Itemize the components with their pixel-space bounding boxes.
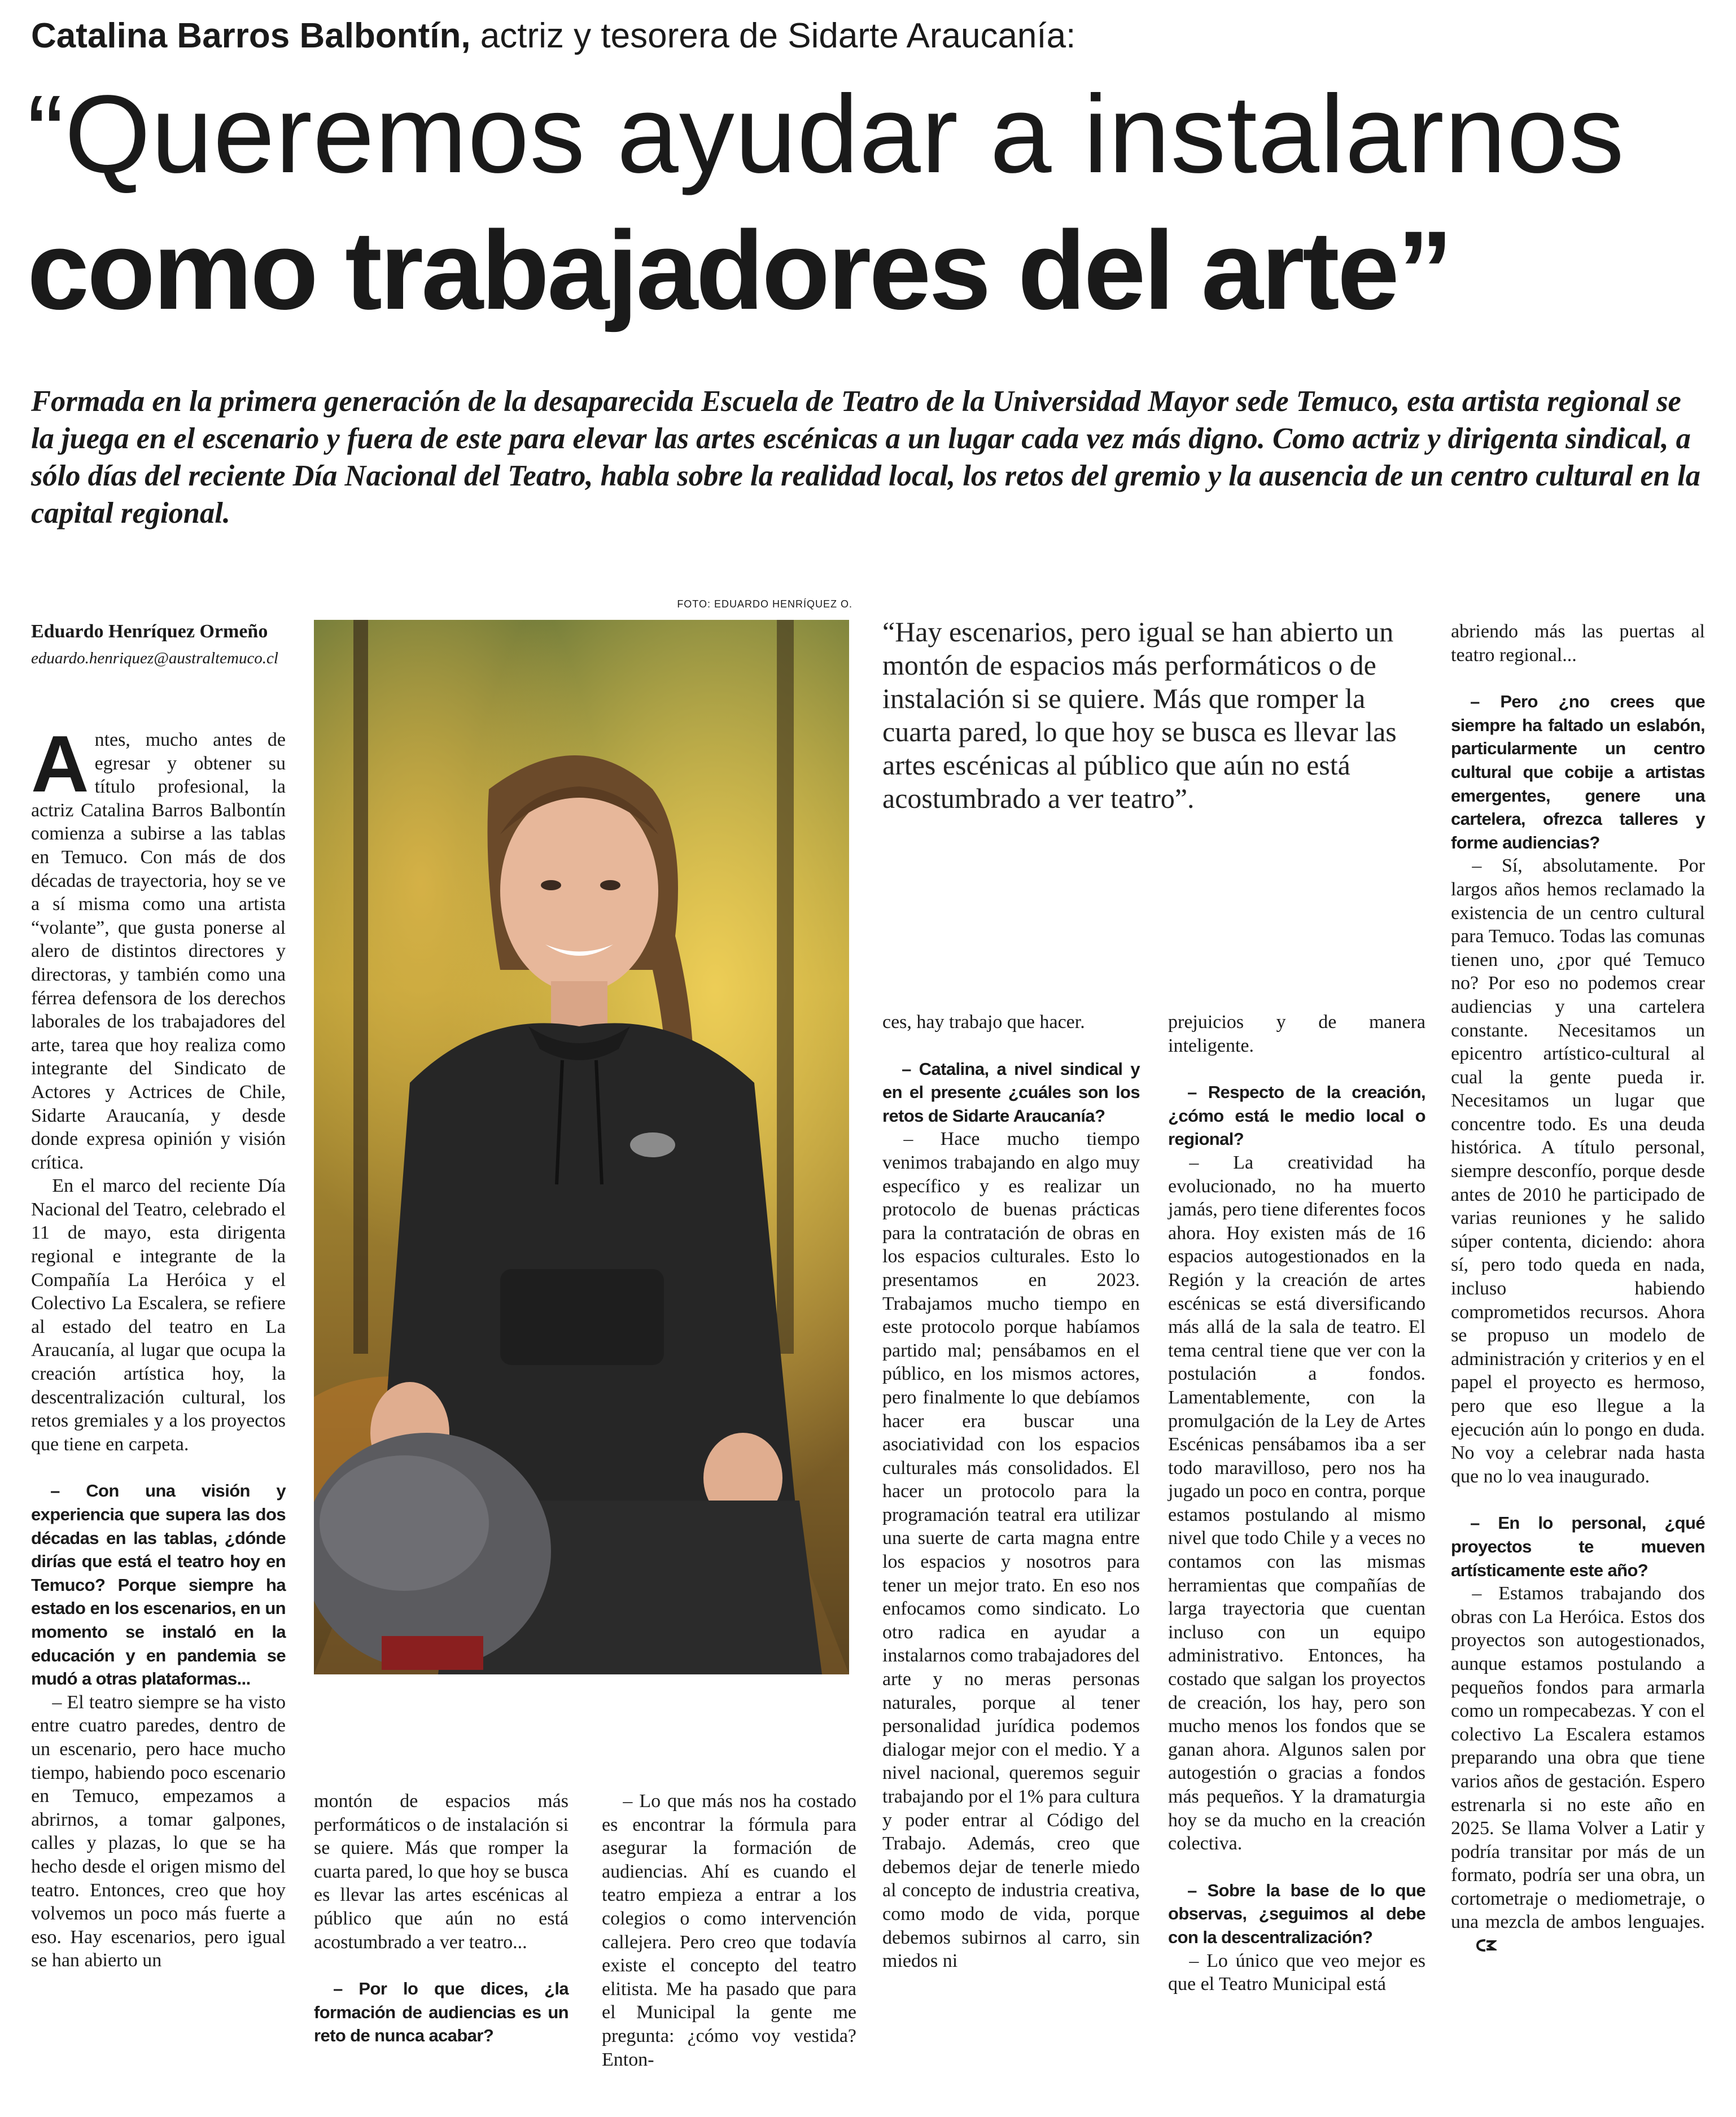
interview-answer: prejuicios y de manera inteligente. xyxy=(1168,1012,1425,1056)
paragraph: En el marco del reciente Día Nacional del Teatro, celebrado el 11 de mayo, esta dirigenta regional e integrante de la Compañía La Heróica y el Colectivo La Escalera, se refiere al estado del teatro en La Araucanía, al lugar que ocupa la creación artística hoy, la descentralización cultural, los retos gremiales y a los proyectos que tiene en carpeta. xyxy=(31,1175,286,1455)
byline-email: eduardo.henriquez@australtemuco.cl xyxy=(31,649,278,667)
portrait-illustration xyxy=(314,620,849,1674)
kicker xyxy=(31,16,1702,56)
interview-answer: ces, hay trabajo que hacer. xyxy=(882,1012,1085,1033)
body-column-3-continued xyxy=(882,1011,1140,1973)
interview-answer: – La creatividad ha evolucionado, no ha muerto jamás, pero tiene diferentes focos ahora. Hoy existen más de 16 espacios autogestionados en la Región y la creación de artes escénicas se está diversificando más allá de la sala de teatro. El tema central tiene que ver con la postulación a fondos. Lamentablemente, con la promulgación de la Ley de Artes Escénicas pensábamos iba a ser todo maravilloso, pero nos ha jugado un poco en contra, porque estamos postulando al mismo nivel que todo Chile y a veces no contamos con las mismas herramientas que compañías de larga trayectoria que cuentan incluso con un equipo administrativo. Entonces, ha costado que salgan los proyectos de creación, los hay, pero son mucho menos los fondos que se ganan ahora. Algunos salen por autogestión o gracias a fondos más pequeños. Y la dramaturgia hoy se da mucho en la creación colectiva. xyxy=(1168,1152,1425,1854)
kicker-role: actriz y tesorera de Sidarte Araucanía: xyxy=(470,16,1076,55)
byline-name: Eduardo Henríquez Ormeño xyxy=(31,621,268,642)
body-column-2 xyxy=(314,1790,569,2048)
headline-line-1: “Queremos ayudar a instalarnos xyxy=(27,72,1625,196)
kicker-name: Catalina Barros Balbontín, xyxy=(31,16,471,55)
interview-question: – En lo personal, ¿qué proyectos te mueven artísticamente este año? xyxy=(1451,1513,1705,1580)
pull-quote: “Hay escenarios, pero igual se han abierto un montón de espacios más performáticos o de instalación si se quiere. Más que romper la cuarta pared, lo que hoy se busca es llevar las artes escénicas al público que aún no está acostumbrado a ver teatro”. xyxy=(882,616,1397,814)
interview-answer: – Lo que más nos ha costado es encontrar la fórmula para asegurar la formación de audiencias. Ahí es cuando el teatro empieza a entrar a los colegios o como intervención callejera. Pero creo que todavía existe el concepto del teatro elitista. Me ha pasado que para el Municipal la gente me pregunta: ¿cómo voy vestida? Enton- xyxy=(602,1791,856,2070)
paragraph-intro: Antes, mucho antes de egresar y obtener su título profesional, la actriz Catalina Barros Balbontín comienza a subirse a las tablas en Temuco. Con más de dos décadas de trayectoria, hoy se ve a sí misma como una artista “volante”, que gusta ponerse al alero de distintos directores y directoras, y también como una férrea defensora de los derechos laborales de los trabajadores del arte, tarea que hoy realiza como integrante del Sindicato de Actores y Actrices de Chile, Sidarte Araucanía, y desde donde expresa opinión y visión crítica. xyxy=(31,719,286,1173)
interview-answer: – Sí, absolutamente. Por largos años hemos reclamado la existencia de un centro cultural para Temuco. Todas las comunas tienen uno, ¿por qué Temuco no? Por eso no podemos crear audiencias y una cartelera constante. Necesitamos un epicentro artístico-cultural al cual la gente pueda ir. Necesitamos un lugar que concentre todo. Es una deuda histórica. A título personal, siempre desconfío, porque desde antes de 2010 he participado de varias reuniones y he salido súper contenta, diciendo: ahora sí, pero todo queda en nada, incluso habiendo comprometidos recursos. Ahora se propuso un modelo de administración y criterios y en el papel el proyecto es hermoso, pero que eso llegue a la ejecución aún lo pongo en duda. No voy a celebrar nada hasta que no lo vea inaugurado. xyxy=(1451,855,1705,1487)
headline-line-2: como trabajadores del arte” xyxy=(27,208,1451,333)
interview-question: – Pero ¿no crees que siempre ha faltado un eslabón, particularmente un centro cultural que cobije a artistas emergentes, genere una cartelera, ofrezca talleres y forme audiencias? xyxy=(1451,692,1705,852)
body-column-3 xyxy=(602,1790,856,2071)
interview-answer: – Lo único que veo mejor es que el Teatro Municipal está xyxy=(1168,1950,1425,1995)
lede: Formada en la primera generación de la desaparecida Escuela de Teatro de la Universidad Mayor sede Temuco, esta artista regional se la juega en el escenario y fuera de este para elevar las artes escénicas a un lugar cada vez más digno. Como actriz y dirigenta sindical, a sólo días del reciente Día Nacional del Teatro, habla sobre la realidad local, los retos del gremio y la ausencia de un centro cultural en la capital regional. xyxy=(31,385,1700,530)
body-column-4 xyxy=(1168,1011,1425,1996)
body-column-1 xyxy=(31,719,286,1972)
interview-answer: – Estamos trabajando dos obras con La Heróica. Estos dos proyectos son autogestionados, aunque estamos postulando a pequeños fondos para armarla como un rompecabezas. Y con el colectivo La Escalera estamos preparando una obra que tiene varios años de gestación. Espero estrenarla si no este año en 2025. Se llama Volver a Latir y podría transitar por más de un formato, podría ser una obra, un cortometraje o mediometraje, o una mezcla de ambos lenguajes. xyxy=(1451,1582,1705,1959)
body-column-5 xyxy=(1451,620,1705,1959)
portrait-photo xyxy=(314,620,849,1674)
interview-question: – Con una visión y experiencia que supera las dos décadas en las tablas, ¿dónde dirías que está el teatro hoy en Temuco? Porque siempre ha estado en los escenarios, en un momento se instaló en la educación y en pandemia se mudó a otras plataformas... xyxy=(31,1481,286,1689)
end-of-text-icon xyxy=(1454,1935,1497,1959)
dropcap: A xyxy=(31,719,89,809)
photo-credit: FOTO: EDUARDO HENRÍQUEZ O. xyxy=(677,598,852,610)
interview-question: – Sobre la base de lo que observas, ¿seguimos al debe con la descentralización? xyxy=(1168,1880,1425,1947)
interview-answer: montón de espacios más performáticos o de instalación si se quiere. Más que romper la cuarta pared, lo que hoy se busca es llevar las artes escénicas al público que aún no está acostumbrado a ver teatro... xyxy=(314,1791,569,1953)
interview-question: – Catalina, a nivel sindical y en el presente ¿cuáles son los retos de Sidarte Araucanía? xyxy=(882,1058,1140,1126)
interview-answer: abriendo más las puertas al teatro regional... xyxy=(1451,621,1705,666)
interview-question: – Por lo que dices, ¿la formación de audiencias es un reto de nunca acabar? xyxy=(314,1979,569,2046)
interview-answer: – El teatro siempre se ha visto entre cuatro paredes, dentro de un escenario, pero hace mucho tiempo, habiendo poco escenario en Temuco, empezamos a abrirnos, a tomar galpones, calles y plazas, lo que se ha hecho desde el origen mismo del teatro. Entonces, creo que hoy volvemos un poco más fuerte a eso. Hay escenarios, pero igual se han abierto un xyxy=(31,1691,286,1971)
interview-answer: – Hace mucho tiempo venimos trabajando en algo muy específico y es realizar un protocolo de buenas prácticas para la contratación de obras en los espacios culturales. Esto lo presentamos en 2023. Trabajamos mucho tiempo en este protocolo porque habíamos partido mal; pensábamos en el público, en los mismos actores, pero finalmente lo que debíamos hacer era buscar una asociatividad con los espacios culturales más consolidados. El hacer un protocolo para la programación teatral era utilizar una suerte de carta magna entre los espacios y nosotros para tener un mejor trato. En eso nos enfocamos como sindicato. Lo otro radica en ayudar a instalarnos como trabajadores del arte y no meras personas naturales, porque al tener personalidad jurídica podemos dialogar mejor con el medio. Y a nivel nacional, queremos seguir trabajando por el 1% para cultura y poder entrar al Código del Trabajo. Además, creo que debemos dejar de tenerle miedo al concepto de industria creativa, como modo de vida, porque debemos subirnos al carro, sin miedos ni xyxy=(882,1129,1140,1972)
interview-question: – Respecto de la creación, ¿cómo está le medio local o regional? xyxy=(1168,1082,1425,1149)
